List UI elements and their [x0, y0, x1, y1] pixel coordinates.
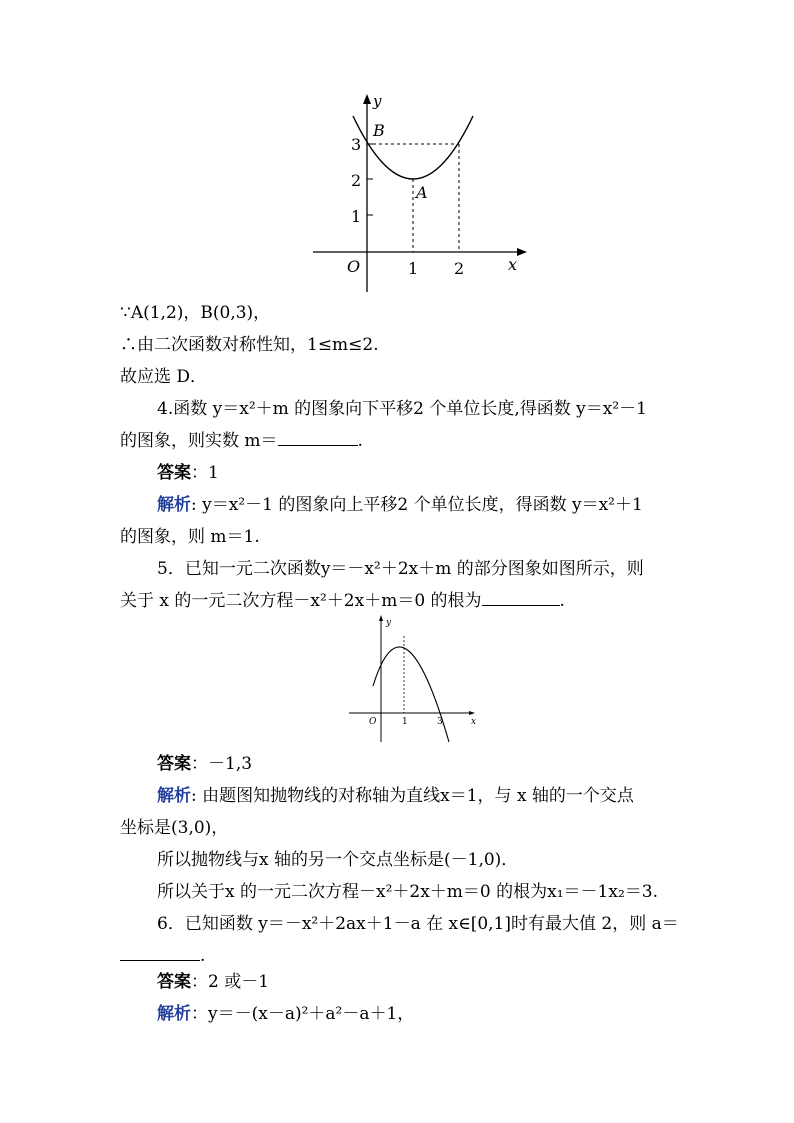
- ytick-2: 2: [351, 171, 362, 190]
- parabola-curve: [373, 647, 449, 742]
- point-A-label: A: [416, 183, 428, 202]
- explanation-label: 解析: [157, 495, 191, 515]
- x-axis-arrow-icon: [469, 711, 475, 715]
- parabola-curve: [353, 116, 473, 179]
- y-axis-label: y: [373, 92, 382, 110]
- xtick-3: 3: [437, 717, 443, 727]
- y-axis-arrow-icon: [363, 94, 371, 104]
- q5-explanation-line2: 坐标是(3,0)，: [120, 818, 229, 838]
- y-axis-arrow-icon: [379, 615, 383, 621]
- answer-label: 答案: [157, 463, 191, 483]
- xtick-1: 1: [408, 259, 419, 278]
- origin-label: O: [347, 257, 361, 276]
- q4-explanation-line1: 解析: y＝x²－1 的图象向上平移2 个单位长度，得函数 y＝x²＋1: [157, 495, 643, 515]
- explanation-label: 解析: [157, 1004, 191, 1024]
- q4-answer-blank: [278, 431, 358, 446]
- y-axis-label: y: [386, 618, 392, 628]
- q5-stem-text: 关于 x 的一元二次方程－x²＋2x＋m＝0 的根为: [120, 591, 482, 611]
- x-axis-label: x: [471, 717, 477, 727]
- xtick-2: 2: [454, 259, 465, 278]
- answer-label: 答案: [157, 972, 191, 992]
- explanation-label: 解析: [157, 786, 191, 806]
- xtick-1: 1: [402, 717, 408, 727]
- ytick-3: 3: [351, 135, 362, 154]
- q5-explanation-line3: 所以抛物线与x 轴的另一个交点坐标是(－1,0)．: [157, 850, 519, 870]
- q4-stem-line1: 4.函数 y＝x²＋m 的图象向下平移2 个单位长度,得函数 y＝x²－1: [157, 399, 648, 419]
- q5-explanation-line1: 解析: 由题图知抛物线的对称轴为直线x＝1，与 x 轴的一个交点: [157, 786, 634, 806]
- figure-parabola-1: [305, 92, 535, 302]
- origin-label: O: [369, 717, 377, 727]
- line-choose-d: 故应选 D．: [120, 367, 208, 387]
- line-therefore-m: ∴由二次函数对称性知，1≤m≤2.: [120, 335, 379, 355]
- q5-stem-line1: 5．已知一元二次函数y＝－x²＋2x＋m 的部分图象如图所示，则: [157, 559, 644, 579]
- q4-stem-line2: 的图象，则实数 m＝ .: [120, 431, 363, 451]
- q4-explanation-line2: 的图象，则 m＝1.: [120, 527, 260, 547]
- q5-answer: 答案：－1,3: [157, 754, 253, 774]
- ytick-1: 1: [351, 207, 362, 226]
- q5-answer-blank: [482, 591, 560, 606]
- line-given-points: ∵A(1,2)，B(0,3)，: [120, 303, 271, 323]
- answer-label: 答案: [157, 754, 191, 774]
- q4-stem-text: 的图象，则实数 m＝: [120, 431, 278, 451]
- q6-answer: 答案：2 或－1: [157, 972, 270, 992]
- q5-stem-line2: 关于 x 的一元二次方程－x²＋2x＋m＝0 的根为 .: [120, 591, 565, 611]
- x-axis-arrow-icon: [517, 248, 527, 256]
- q4-answer: 答案：1: [157, 463, 219, 483]
- q5-explanation-line4: 所以关于x 的一元二次方程－x²＋2x＋m＝0 的根为x₁＝－1x₂＝3.: [157, 882, 658, 902]
- point-B-label: B: [373, 121, 385, 140]
- figure-parabola-2: [345, 614, 485, 744]
- q6-answer-blank: [120, 946, 200, 961]
- q6-stem-line2: .: [120, 944, 205, 968]
- x-axis-label: x: [508, 255, 518, 274]
- q6-stem-line1: 6．已知函数 y＝－x²＋2ax＋1－a 在 x∈[0,1]时有最大值 2，则 a＝: [157, 914, 679, 934]
- q6-explanation-line1: 解析：y＝－(x－a)²＋a²－a＋1，: [157, 1004, 415, 1024]
